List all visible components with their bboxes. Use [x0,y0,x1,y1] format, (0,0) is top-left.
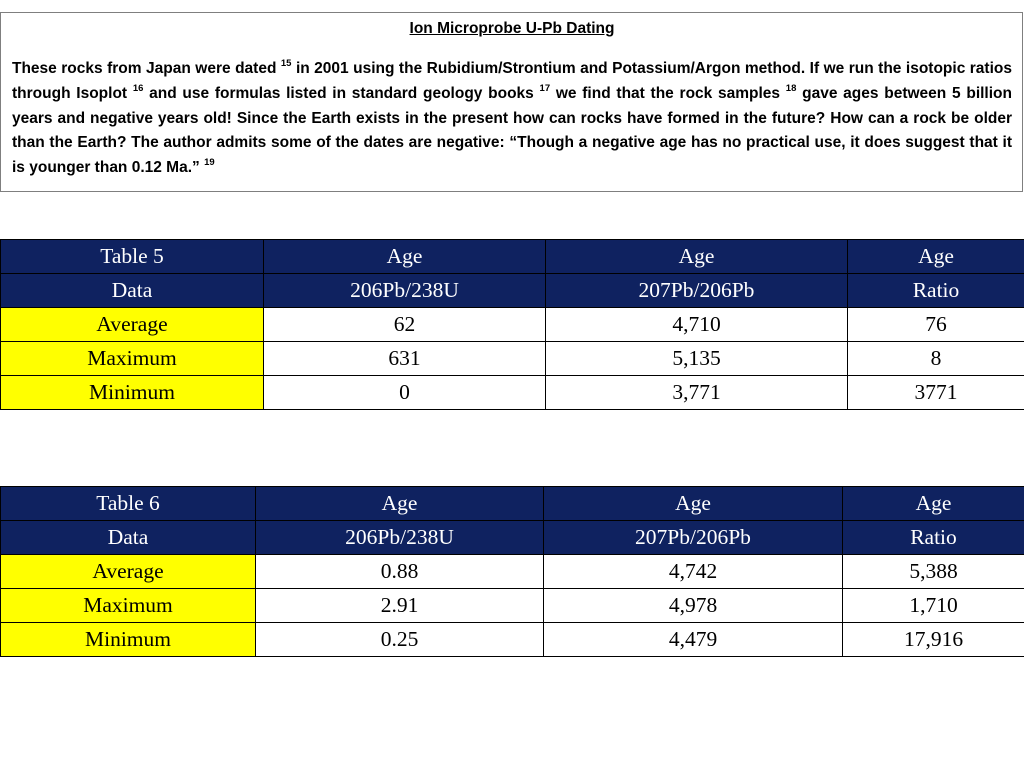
table-cell: 5,135 [546,342,848,376]
footnote-ref-15: 15 [280,57,292,69]
row-label: Minimum [1,376,264,410]
row-label: Average [1,308,264,342]
table-6-header-cell: 207Pb/206Pb [544,521,843,555]
table-cell: 17,916 [843,623,1024,657]
table-5-header-cell: 207Pb/206Pb [546,274,848,308]
intro-text-2: in 2001 using the Rubidium/Strontium and Potassium/Argon method. If we run the isotopic ratios through Isoplot [12,60,1012,102]
table-5-header-cell: Age [264,240,546,274]
table-cell: 8 [848,342,1024,376]
table-row [1,555,1024,589]
table-cell: 0.25 [256,623,544,657]
table-6 [0,486,1024,657]
table-row [1,589,1024,623]
table-5-header-row-2 [1,274,1024,308]
footnote-ref-17: 17 [539,82,551,94]
table-6-header-cell: 206Pb/238U [256,521,544,555]
table-5-header-cell: Table 5 [1,240,264,274]
table-cell: 3771 [848,376,1024,410]
table-cell: 0.88 [256,555,544,589]
table-cell: 0 [264,376,546,410]
table-6-header-cell: Table 6 [1,487,256,521]
table-row [1,342,1024,376]
intro-paragraph [12,57,1012,181]
footnote-ref-19: 19 [204,157,215,169]
table-cell: 62 [264,308,546,342]
footnote-ref-16: 16 [132,82,144,94]
table-cell: 1,710 [843,589,1024,623]
table-6-header-cell: Data [1,521,256,555]
table-cell: 3,771 [546,376,848,410]
table-row [1,376,1024,410]
row-label: Maximum [1,589,256,623]
intro-text-3: and use formulas listed in standard geology books [143,84,540,102]
intro-text-5: gave ages between 5 billion years and negative years old! Since the Earth exists in the present how can rocks have formed in the future? How can a rock be older than the Earth? The author admits some of the dates are negative: “Though a negative age has no practical use, it does suggest that it is younger than 0.12 Ma.” [12,84,1012,177]
table-5-header-cell: Age [546,240,848,274]
table-cell: 76 [848,308,1024,342]
table-row [1,308,1024,342]
table-cell: 631 [264,342,546,376]
table-cell: 4,479 [544,623,843,657]
table-6-header-cell: Age [544,487,843,521]
row-label: Maximum [1,342,264,376]
table-row [1,623,1024,657]
table-6-header-cell: Age [843,487,1024,521]
table-5-header-cell: Age [848,240,1024,274]
intro-title: Ion Microprobe U-Pb Dating [409,20,615,37]
table-5-header-cell: Data [1,274,264,308]
row-label: Minimum [1,623,256,657]
table-6-header-cell: Ratio [843,521,1024,555]
table-cell: 4,978 [544,589,843,623]
table-cell: 2.91 [256,589,544,623]
table-5-header-cell: Ratio [848,274,1024,308]
intro-text-box [0,12,1023,192]
intro-text-4: we find that the rock samples [550,84,786,102]
table-6-header-cell: Age [256,487,544,521]
table-cell: 4,742 [544,555,843,589]
table-5-header-row-1 [1,240,1024,274]
table-6-header-row-1 [1,487,1024,521]
table-cell: 4,710 [546,308,848,342]
row-label: Average [1,555,256,589]
table-cell: 5,388 [843,555,1024,589]
footnote-ref-18: 18 [785,82,797,94]
table-5 [0,239,1024,410]
table-5-header-cell: 206Pb/238U [264,274,546,308]
table-6-header-row-2 [1,521,1024,555]
intro-text-1: These rocks from Japan were dated [12,60,281,77]
